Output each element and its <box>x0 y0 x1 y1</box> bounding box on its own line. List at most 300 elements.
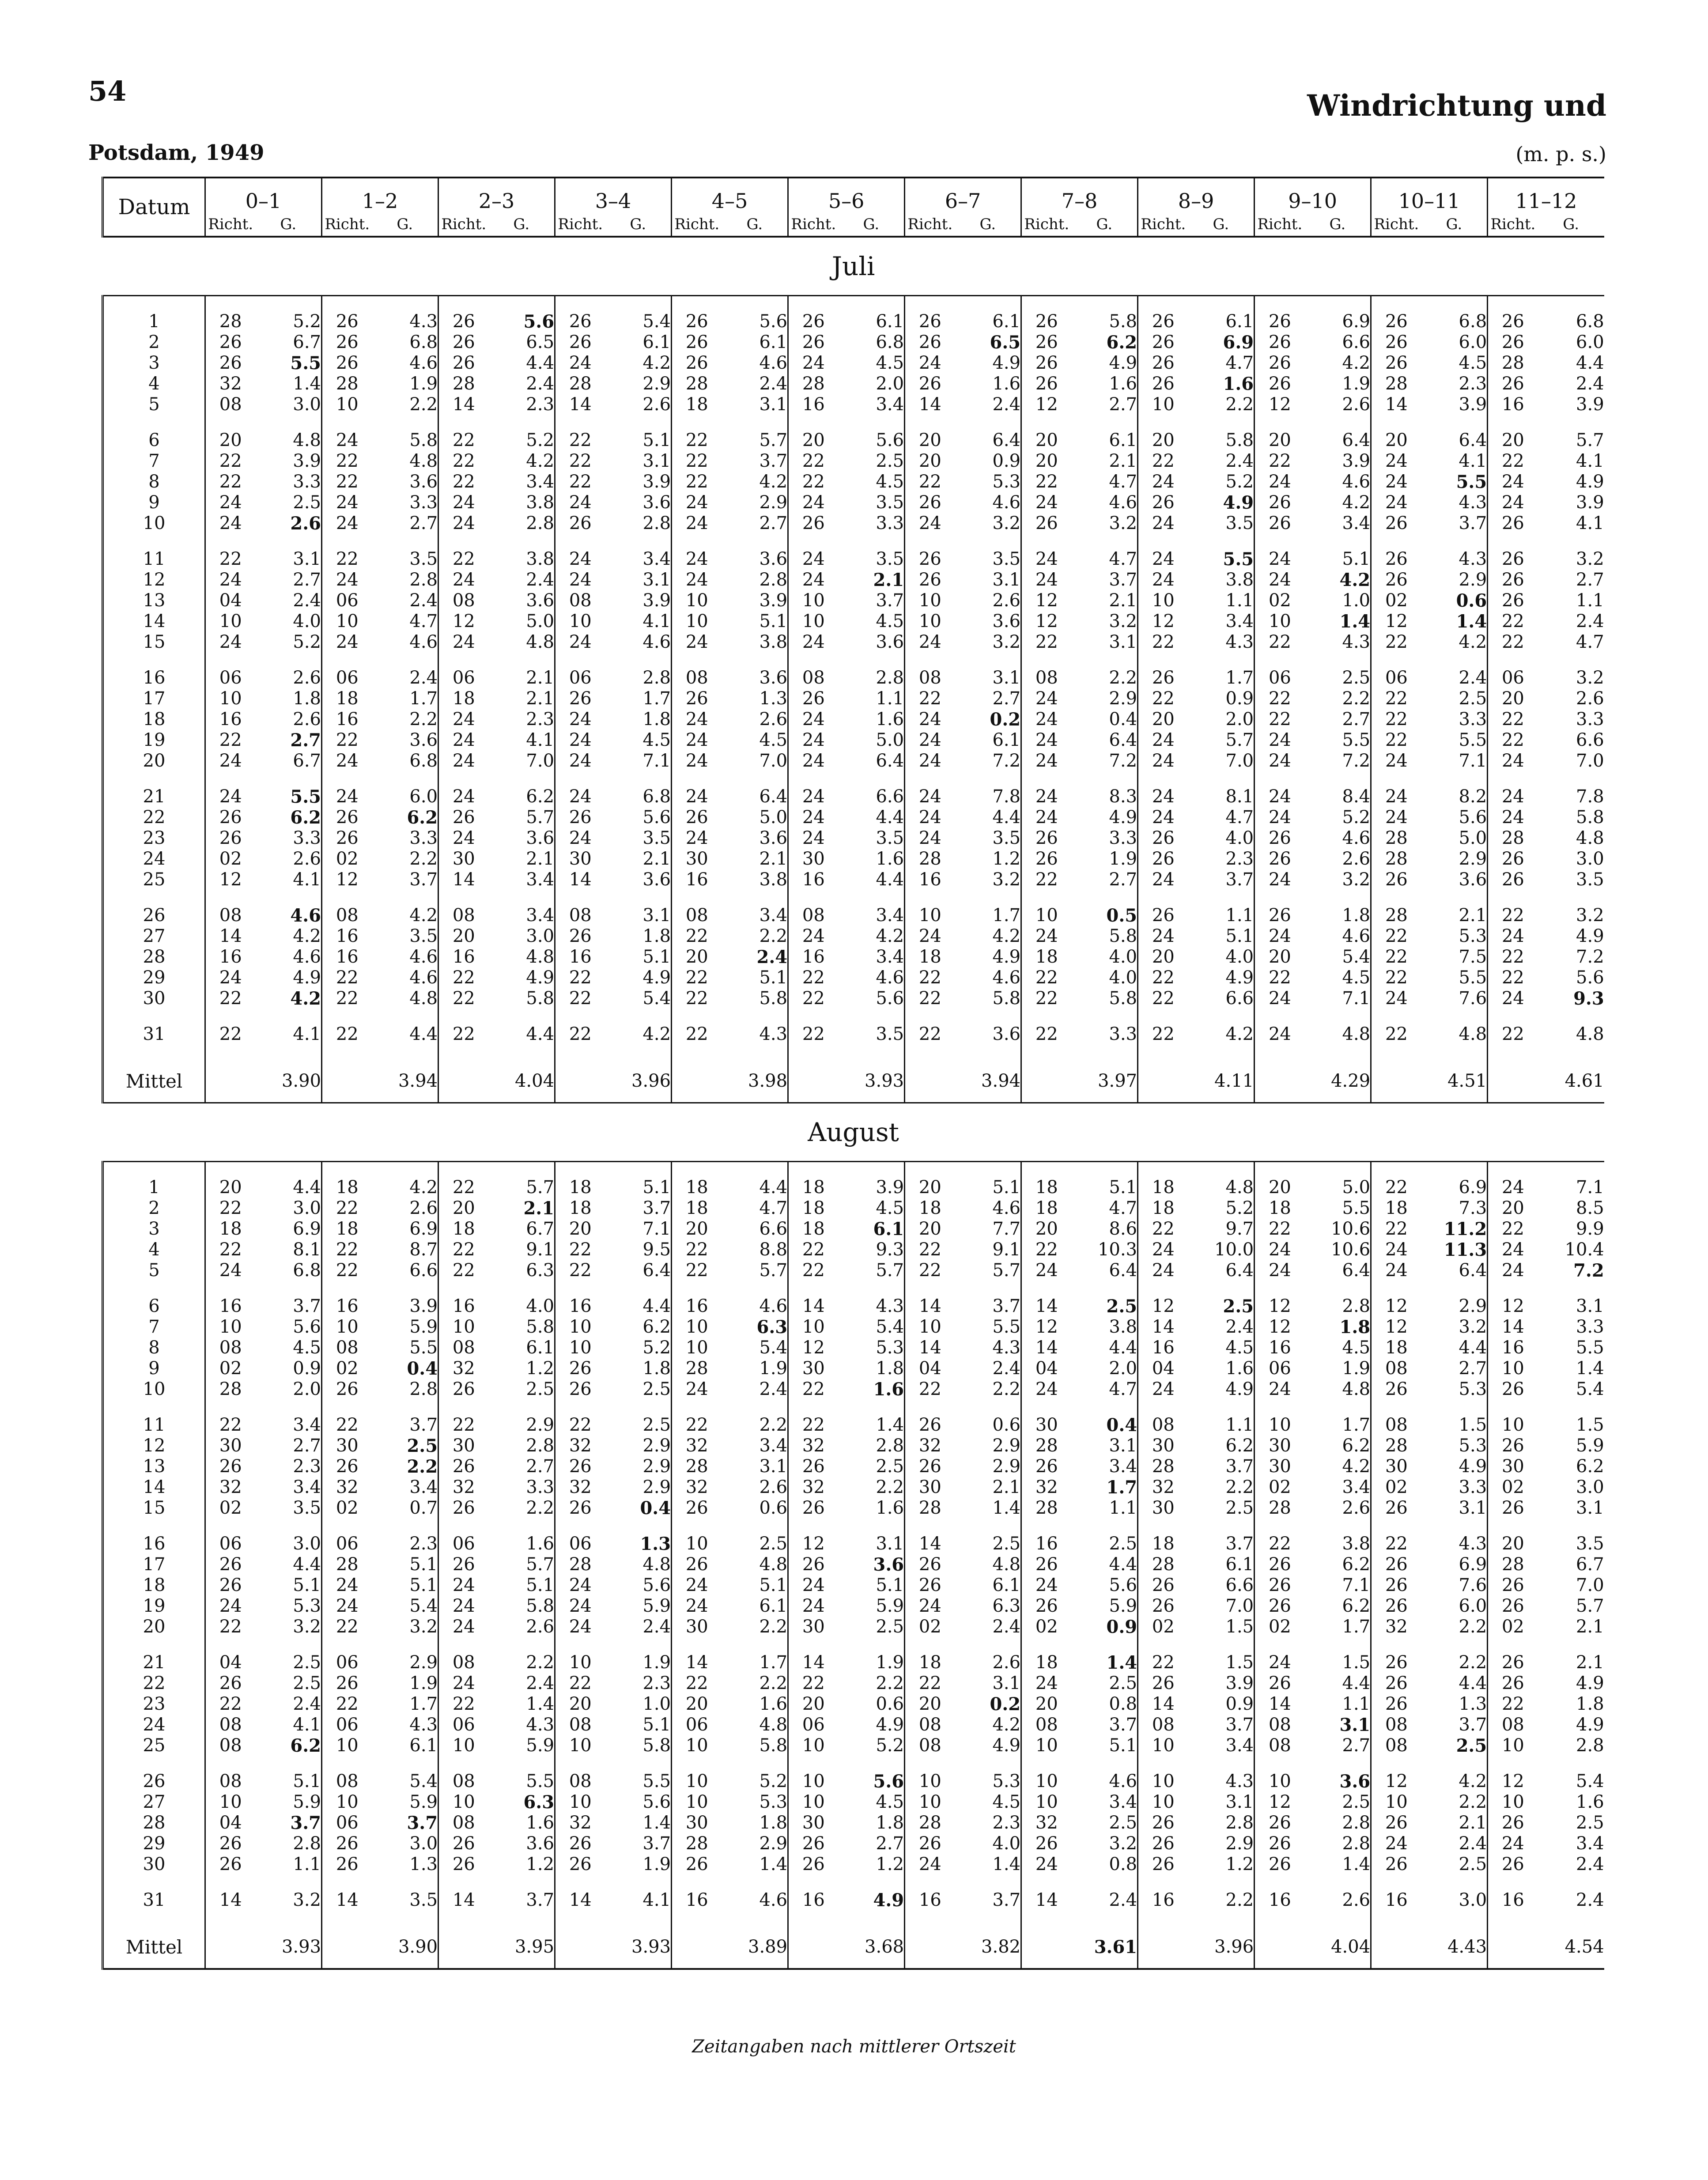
direction-cell: 24 <box>1255 570 1305 590</box>
speed-cell: 1.8 <box>642 1358 671 1379</box>
direction-cell: 24 <box>438 828 489 849</box>
speed-cell: 2.1 <box>526 668 555 688</box>
table-row <box>103 1198 1604 1219</box>
direction-cell: 26 <box>788 1456 839 1477</box>
direction-cell: 22 <box>1255 451 1305 472</box>
direction-cell: 26 <box>555 688 605 709</box>
speed-cell: 1.6 <box>526 1813 555 1833</box>
direction-cell: 26 <box>1371 353 1421 374</box>
speed-cell: 7.2 <box>992 751 1021 771</box>
speed-cell: 1.9 <box>1342 1358 1371 1379</box>
direction-cell: 32 <box>322 1477 372 1498</box>
speed-cell: 2.1 <box>526 849 555 869</box>
direction-cell: 10 <box>1488 1735 1538 1756</box>
speed-cell: 1.8 <box>293 688 321 709</box>
direction-cell: 16 <box>205 947 256 967</box>
speed-cell: 5.5 <box>992 1317 1021 1337</box>
day-cell: 9 <box>103 492 205 513</box>
station-year: Potsdam, 1949 <box>88 140 265 165</box>
direction-cell: 22 <box>438 1177 489 1198</box>
mittel-cell: 3.82 <box>955 1926 1021 1969</box>
direction-cell: 22 <box>205 1694 256 1715</box>
speed-cell: 8.2 <box>1459 786 1487 807</box>
day-cell: 1 <box>103 311 205 332</box>
speed-cell: 2.5 <box>1109 1673 1137 1693</box>
speed-cell: 3.6 <box>992 611 1021 631</box>
direction-cell: 26 <box>1488 549 1538 570</box>
speed-cell: 3.5 <box>409 549 438 569</box>
day-cell: 9 <box>103 1358 205 1379</box>
hour-header: 6–7 <box>905 178 1021 213</box>
speed-cell: 3.7 <box>876 590 904 611</box>
speed-cell: 1.9 <box>409 1673 438 1693</box>
speed-cell: 2.9 <box>642 1477 671 1497</box>
speed-cell: 2.1 <box>1109 590 1137 611</box>
direction-cell: 08 <box>788 905 839 926</box>
direction-cell: 22 <box>672 430 722 451</box>
direction-cell: 08 <box>555 1771 605 1792</box>
direction-cell: 14 <box>1138 1317 1188 1337</box>
speed-cell: 6.8 <box>409 332 438 352</box>
direction-cell: 06 <box>1371 668 1421 688</box>
mittel-cell: 3.93 <box>839 1060 905 1103</box>
speed-cell: 6.2 <box>407 807 438 828</box>
speed-cell: 3.6 <box>1339 1771 1371 1792</box>
speed-cell: 2.4 <box>293 1694 321 1714</box>
speed-cell: 2.2 <box>759 1617 788 1637</box>
speed-cell: 4.2 <box>1342 1456 1371 1477</box>
speed-cell: 5.1 <box>1109 1735 1137 1756</box>
hour-header: 8–9 <box>1138 178 1255 213</box>
speed-cell: 6.2 <box>1106 332 1137 353</box>
speed-cell: 2.5 <box>642 1379 671 1399</box>
speed-cell: 5.1 <box>992 1177 1021 1198</box>
direction-cell: 10 <box>555 1652 605 1673</box>
direction-cell: 16 <box>555 947 605 967</box>
direction-cell: 20 <box>672 1219 722 1239</box>
speed-cell: 4.2 <box>409 1177 438 1198</box>
speed-cell: 5.9 <box>642 1596 671 1616</box>
direction-cell: 10 <box>788 611 839 632</box>
wind-table <box>102 177 1604 1970</box>
direction-cell: 30 <box>788 1358 839 1379</box>
direction-cell: 26 <box>1021 828 1072 849</box>
direction-cell: 22 <box>672 1415 722 1436</box>
direction-cell: 18 <box>788 1177 839 1198</box>
direction-cell: 24 <box>905 1854 955 1875</box>
speed-cell: 4.1 <box>1459 451 1487 471</box>
direction-cell: 26 <box>1488 374 1538 394</box>
speed-cell: 8.7 <box>409 1239 438 1260</box>
speed-cell: 6.0 <box>1576 332 1604 352</box>
speed-cell: 6.4 <box>1459 1260 1487 1281</box>
speed-cell: 4.9 <box>293 967 321 988</box>
direction-cell: 24 <box>1371 786 1421 807</box>
month-title: Juli <box>103 237 1604 296</box>
speed-cell: 5.6 <box>642 1792 671 1812</box>
speed-cell: 3.6 <box>642 492 671 513</box>
speed-cell: 3.9 <box>409 1296 438 1316</box>
direction-cell: 22 <box>1021 967 1072 988</box>
speed-cell: 4.4 <box>1342 1673 1371 1693</box>
direction-cell: 06 <box>322 590 372 611</box>
direction-cell: 24 <box>555 492 605 513</box>
speed-cell: 5.7 <box>1225 730 1254 750</box>
speed-cell: 6.1 <box>526 1337 555 1358</box>
direction-cell: 26 <box>1488 1575 1538 1596</box>
speed-cell: 3.1 <box>642 905 671 926</box>
direction-cell: 26 <box>1138 905 1188 926</box>
speed-cell: 4.7 <box>1225 807 1254 827</box>
direction-cell: 10 <box>322 611 372 632</box>
direction-cell: 24 <box>1255 786 1305 807</box>
direction-cell: 22 <box>322 1260 372 1281</box>
speed-cell: 1.8 <box>1342 905 1371 926</box>
direction-cell: 26 <box>1255 1596 1305 1617</box>
speed-cell: 5.3 <box>992 1771 1021 1791</box>
direction-cell: 22 <box>438 1415 489 1436</box>
table-row <box>103 1813 1604 1833</box>
direction-cell: 26 <box>322 1833 372 1854</box>
speed-cell: 8.1 <box>293 1239 321 1260</box>
speed-cell: 4.2 <box>759 472 788 492</box>
direction-cell: 08 <box>1255 1715 1305 1735</box>
direction-cell: 26 <box>1371 311 1421 332</box>
direction-cell: 26 <box>1255 1813 1305 1833</box>
speed-cell: 4.4 <box>293 1554 321 1575</box>
speed-cell: 4.5 <box>1459 353 1487 373</box>
direction-cell: 28 <box>672 374 722 394</box>
direction-cell: 12 <box>438 611 489 632</box>
direction-cell: 28 <box>1371 849 1421 869</box>
speed-cell: 5.3 <box>1459 1379 1487 1399</box>
direction-subheader: Richt. <box>205 213 256 237</box>
table-row <box>103 451 1604 472</box>
speed-cell: 2.1 <box>759 849 788 869</box>
speed-cell: 0.2 <box>990 709 1021 730</box>
speed-cell: 6.7 <box>293 751 321 771</box>
direction-cell: 18 <box>1371 1337 1421 1358</box>
speed-cell: 3.6 <box>876 632 904 652</box>
day-cell: 31 <box>103 1890 205 1911</box>
direction-cell: 24 <box>322 430 372 451</box>
speed-cell: 1.4 <box>293 374 321 394</box>
speed-cell: 4.4 <box>526 353 555 373</box>
direction-cell: 26 <box>1371 1652 1421 1673</box>
direction-cell: 10 <box>905 1771 955 1792</box>
direction-cell: 28 <box>672 1358 722 1379</box>
direction-cell: 26 <box>672 353 722 374</box>
speed-cell: 3.6 <box>409 472 438 492</box>
page-number: 54 <box>88 75 127 107</box>
day-cell: 26 <box>103 1771 205 1792</box>
speed-cell: 4.9 <box>642 967 671 988</box>
direction-cell: 24 <box>1371 492 1421 513</box>
direction-cell: 26 <box>1255 1554 1305 1575</box>
direction-cell: 24 <box>672 1379 722 1400</box>
speed-cell: 3.1 <box>876 1534 904 1554</box>
direction-cell: 28 <box>205 1379 256 1400</box>
speed-cell: 4.6 <box>1109 492 1137 513</box>
speed-cell: 2.8 <box>876 1436 904 1456</box>
speed-cell: 4.6 <box>409 947 438 967</box>
direction-cell: 28 <box>672 1833 722 1854</box>
speed-cell: 3.1 <box>759 1456 788 1477</box>
direction-cell: 22 <box>438 967 489 988</box>
table-row <box>103 849 1604 869</box>
speed-cell: 8.4 <box>1342 786 1371 807</box>
direction-cell: 24 <box>1138 730 1188 751</box>
speed-cell: 5.8 <box>759 1735 788 1756</box>
table-row <box>103 688 1604 709</box>
speed-cell: 4.2 <box>1342 492 1371 513</box>
direction-cell: 14 <box>438 394 489 415</box>
speed-cell: 2.2 <box>759 1673 788 1693</box>
speed-cell: 5.6 <box>642 1575 671 1595</box>
direction-cell: 18 <box>788 1198 839 1219</box>
speed-cell: 4.0 <box>1225 947 1254 967</box>
speed-cell: 0.2 <box>990 1694 1021 1715</box>
direction-cell: 26 <box>1255 828 1305 849</box>
direction-cell: 26 <box>1255 1833 1305 1854</box>
direction-cell: 10 <box>1255 611 1305 632</box>
speed-cell: 6.4 <box>1459 430 1487 450</box>
speed-cell: 3.9 <box>876 1177 904 1198</box>
direction-cell: 26 <box>1488 332 1538 353</box>
direction-cell: 24 <box>905 807 955 828</box>
day-cell: 27 <box>103 1792 205 1813</box>
speed-cell: 7.0 <box>1576 1575 1604 1595</box>
direction-cell: 12 <box>1255 394 1305 415</box>
direction-cell: 06 <box>322 668 372 688</box>
speed-cell: 9.3 <box>876 1239 904 1260</box>
speed-cell: 2.2 <box>876 1673 904 1693</box>
hour-header: 1–2 <box>322 178 438 213</box>
speed-cell: 6.7 <box>293 332 321 352</box>
speed-cell: 2.3 <box>409 1534 438 1554</box>
speed-cell: 6.1 <box>409 1735 438 1756</box>
speed-cell: 3.5 <box>992 549 1021 569</box>
direction-cell: 22 <box>905 1379 955 1400</box>
mittel-label: Mittel <box>103 1926 205 1969</box>
direction-cell: 14 <box>1021 1890 1072 1911</box>
speed-cell: 3.4 <box>293 1415 321 1435</box>
direction-cell: 14 <box>788 1296 839 1317</box>
direction-cell: 16 <box>672 869 722 890</box>
day-cell: 13 <box>103 1456 205 1477</box>
direction-cell: 24 <box>1021 549 1072 570</box>
speed-cell: 6.1 <box>992 311 1021 332</box>
direction-cell: 14 <box>438 1890 489 1911</box>
direction-cell: 06 <box>322 1534 372 1554</box>
speed-cell: 4.9 <box>1459 1456 1487 1477</box>
speed-cell: 4.3 <box>409 311 438 332</box>
speed-cell: 2.3 <box>642 1673 671 1693</box>
speed-cell: 4.6 <box>759 1890 788 1910</box>
direction-cell: 22 <box>788 1239 839 1260</box>
speed-cell: 8.5 <box>1576 1198 1604 1218</box>
speed-cell: 6.5 <box>990 332 1021 353</box>
speed-cell: 2.5 <box>293 492 321 513</box>
direction-cell: 26 <box>1488 311 1538 332</box>
speed-cell: 7.0 <box>1225 751 1254 771</box>
direction-cell: 16 <box>788 869 839 890</box>
speed-cell: 0.4 <box>407 1358 438 1379</box>
speed-cell: 0.9 <box>992 451 1021 471</box>
speed-cell: 7.2 <box>1576 947 1604 967</box>
speed-cell: 4.8 <box>526 947 555 967</box>
direction-cell: 18 <box>672 1177 722 1198</box>
speed-cell: 4.6 <box>409 967 438 988</box>
speed-cell: 8.1 <box>1225 786 1254 807</box>
speed-cell: 2.4 <box>1459 668 1487 688</box>
speed-cell: 2.0 <box>1109 1358 1137 1379</box>
speed-cell: 3.2 <box>293 1890 321 1910</box>
direction-cell: 22 <box>672 1673 722 1694</box>
direction-cell: 22 <box>555 430 605 451</box>
direction-cell: 24 <box>322 492 372 513</box>
speed-cell: 1.1 <box>293 1854 321 1874</box>
day-cell: 17 <box>103 1554 205 1575</box>
direction-cell: 22 <box>1021 1024 1072 1045</box>
table-row <box>103 988 1604 1009</box>
unit-note: (m. p. s.) <box>1515 142 1606 166</box>
direction-cell: 18 <box>322 1219 372 1239</box>
direction-cell: 22 <box>1255 1534 1305 1554</box>
direction-cell: 24 <box>672 1575 722 1596</box>
direction-cell: 26 <box>1488 1854 1538 1875</box>
direction-cell: 24 <box>1021 1575 1072 1596</box>
speed-cell: 3.3 <box>293 828 321 848</box>
speed-cell: 5.4 <box>1342 947 1371 967</box>
direction-cell: 10 <box>1255 1415 1305 1436</box>
speed-cell: 6.7 <box>526 1219 555 1239</box>
direction-subheader: Richt. <box>672 213 722 237</box>
direction-cell: 24 <box>205 513 256 534</box>
speed-cell: 5.5 <box>1576 1337 1604 1358</box>
speed-cell: 4.9 <box>1109 807 1137 827</box>
direction-cell: 06 <box>322 1652 372 1673</box>
direction-cell: 10 <box>672 1792 722 1813</box>
speed-cell: 3.1 <box>992 668 1021 688</box>
direction-cell: 10 <box>788 1317 839 1337</box>
speed-cell: 2.6 <box>1342 849 1371 869</box>
direction-cell: 10 <box>1138 1771 1188 1792</box>
direction-cell: 08 <box>1138 1715 1188 1735</box>
speed-cell: 2.4 <box>1576 1854 1604 1874</box>
direction-cell: 22 <box>205 549 256 570</box>
direction-cell: 12 <box>1138 611 1188 632</box>
table-row <box>103 1833 1604 1854</box>
day-cell: 15 <box>103 1498 205 1519</box>
speed-cell: 1.9 <box>642 1854 671 1874</box>
speed-cell: 4.4 <box>526 1024 555 1044</box>
speed-cell: 5.2 <box>759 1771 788 1791</box>
direction-cell: 24 <box>788 828 839 849</box>
speed-cell: 1.6 <box>1225 1358 1254 1379</box>
direction-cell: 32 <box>788 1436 839 1456</box>
direction-cell: 22 <box>322 988 372 1009</box>
speed-cell: 3.8 <box>526 549 555 569</box>
speed-cell: 6.1 <box>992 730 1021 750</box>
speed-cell: 2.4 <box>1576 374 1604 394</box>
speed-cell: 3.5 <box>409 926 438 946</box>
speed-cell: 10.4 <box>1564 1239 1604 1260</box>
speed-cell: 4.8 <box>409 451 438 471</box>
direction-cell: 10 <box>1021 1792 1072 1813</box>
direction-cell: 16 <box>1138 1890 1188 1911</box>
direction-cell: 10 <box>672 1534 722 1554</box>
direction-cell: 24 <box>905 828 955 849</box>
direction-cell: 22 <box>1255 688 1305 709</box>
direction-cell: 22 <box>788 1379 839 1400</box>
direction-cell: 20 <box>905 1219 955 1239</box>
speed-cell: 2.1 <box>1576 1617 1604 1637</box>
direction-cell: 14 <box>1021 1296 1072 1317</box>
direction-cell: 22 <box>672 1260 722 1281</box>
speed-cell: 2.2 <box>992 1379 1021 1399</box>
direction-cell: 22 <box>1371 926 1421 947</box>
direction-cell: 24 <box>1021 1854 1072 1875</box>
direction-cell: 26 <box>1138 1673 1188 1694</box>
direction-cell: 24 <box>1255 549 1305 570</box>
speed-cell: 3.2 <box>1576 549 1604 569</box>
speed-cell: 2.2 <box>1225 394 1254 415</box>
direction-cell: 04 <box>205 1813 256 1833</box>
speed-cell: 3.2 <box>992 632 1021 652</box>
direction-cell: 28 <box>672 1456 722 1477</box>
speed-cell: 4.9 <box>992 1735 1021 1756</box>
speed-cell: 5.7 <box>526 1554 555 1575</box>
direction-cell: 20 <box>672 947 722 967</box>
speed-cell: 2.5 <box>293 1652 321 1673</box>
speed-cell: 7.8 <box>1576 786 1604 807</box>
speed-cell: 4.3 <box>759 1024 788 1044</box>
speed-cell: 2.3 <box>526 394 555 415</box>
speed-cell: 1.4 <box>1106 1652 1137 1673</box>
direction-cell: 22 <box>672 472 722 492</box>
direction-cell: 24 <box>788 730 839 751</box>
speed-cell: 2.4 <box>756 947 788 967</box>
direction-cell: 22 <box>205 451 256 472</box>
table-row <box>103 1415 1604 1436</box>
direction-cell: 32 <box>1021 1477 1072 1498</box>
direction-cell: 16 <box>438 947 489 967</box>
day-cell: 27 <box>103 926 205 947</box>
day-cell: 26 <box>103 905 205 926</box>
speed-cell: 5.4 <box>642 988 671 1009</box>
speed-cell: 3.8 <box>1342 1534 1371 1554</box>
direction-cell: 12 <box>1021 611 1072 632</box>
direction-cell: 12 <box>1488 1296 1538 1317</box>
direction-cell: 22 <box>322 1617 372 1637</box>
direction-cell: 08 <box>905 1715 955 1735</box>
speed-cell: 3.5 <box>876 549 904 569</box>
speed-cell: 3.8 <box>526 492 555 513</box>
speed-cell: 3.1 <box>642 451 671 471</box>
speed-cell: 6.4 <box>759 786 788 807</box>
direction-cell: 28 <box>1021 1498 1072 1519</box>
speed-cell: 4.9 <box>1225 1379 1254 1399</box>
speed-cell: 2.2 <box>409 849 438 869</box>
direction-cell: 16 <box>1488 1337 1538 1358</box>
speed-cell: 2.6 <box>409 1198 438 1218</box>
speed-cell: 5.5 <box>1342 1198 1371 1218</box>
direction-cell: 32 <box>438 1358 489 1379</box>
direction-cell: 26 <box>672 332 722 353</box>
speed-cell: 2.6 <box>290 513 321 534</box>
direction-cell: 24 <box>555 1617 605 1637</box>
